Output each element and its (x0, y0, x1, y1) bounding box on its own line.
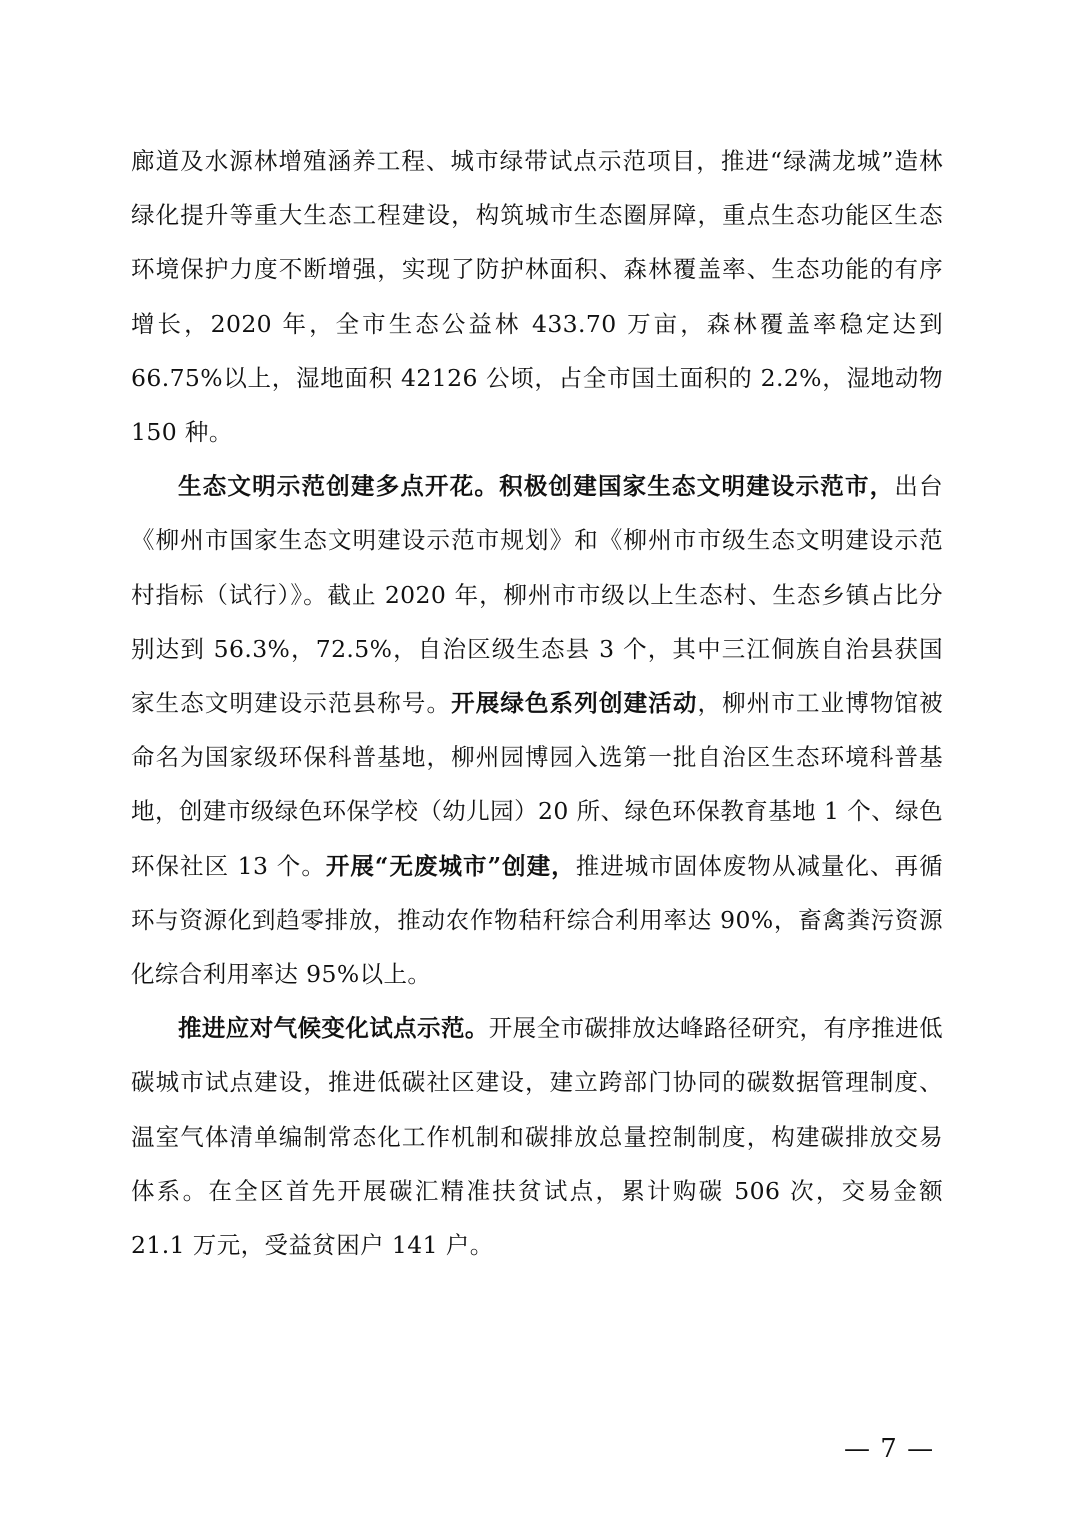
paragraph-text: 推进城市固体废物从减量化、再循环与资源化到趋零排放，推动农作物秸秆综合利用率达 90%，畜禽粪污资源化综合利用率达 95%以上。 (131, 851, 944, 989)
paragraph-text: 廊道及水源林增殖涵养工程、城市绿带试点示范项目，推进“绿满龙城”造林绿化提升等重大生态工程建设，构筑城市生态圈屏障，重点生态功能区生态环境保护力度不断增强，实现了防护林面积、森林覆盖率、生态功能的有序增长，2020 年，全市生态公益林 433.70 万亩，森林覆盖率稳定达到 66.75%以上，湿地面积 42126 公顷，占全市国土面积的 2.2%，湿地动物 150 种。 (131, 147, 943, 447)
body-text (131, 134, 943, 1272)
paragraph-heading: 生态文明示范创建多点开花。积极创建国家生态文明建设示范市， (178, 472, 895, 501)
paragraph-subheading: 开展绿色系列创建活动 (451, 689, 698, 718)
paragraph-heading: 推进应对气候变化试点示范。 (178, 1014, 489, 1043)
page-number: — 7 — (844, 1434, 935, 1464)
paragraph-eco-civilization (131, 459, 943, 1001)
paragraph-subheading: 开展“无废城市”创建， (325, 851, 576, 880)
paragraph-text: ，柳州市工业博物馆被命名为国家级环保科普基地，柳州园博园入选第一批自治区生态环境科普基地，创建市级绿色环保学校（幼儿园）20 所、绿色环保教育基地 1 个、绿色环保社区 13 个。 (131, 689, 944, 880)
paragraph-text: 开展全市碳排放达峰路径研究，有序推进低碳城市试点建设，推进低碳社区建设，建立跨部门协同的碳数据管理制度、温室气体清单编制常态化工作机制和碳排放总量控制制度，构建碳排放交易体系。在全区首先开展碳汇精准扶贫试点，累计购碳 506 次，交易金额 21.1 万元，受益贫困户 141 户。 (131, 1014, 943, 1260)
paragraph-forest-coverage (131, 134, 943, 459)
paragraph-climate-change (131, 1001, 943, 1272)
paragraph-text: 出台《柳州市国家生态文明建设示范市规划》和《柳州市市级生态文明建设示范村指标（试行）》。截止 2020 年，柳州市市级以上生态村、生态乡镇占比分别达到 56.3%，72.5%，自治区级生态县 3 个，其中三江侗族自治县获国家生态文明建设示范县称号。 (131, 472, 943, 718)
